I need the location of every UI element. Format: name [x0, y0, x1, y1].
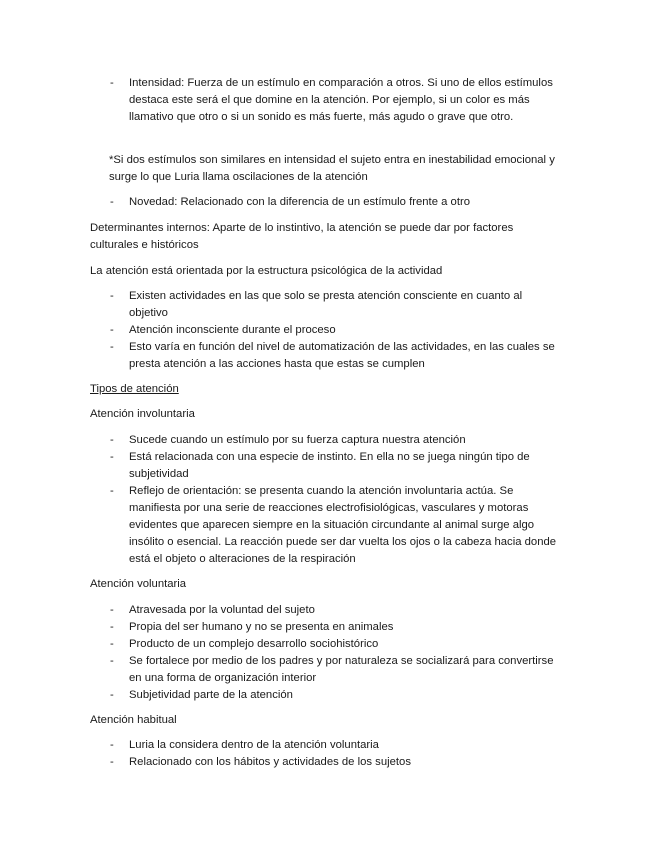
activity-list — [90, 288, 562, 373]
orientation-paragraph: La atención está orientada por la estructura psicológica de la actividad — [90, 265, 443, 277]
list-item: - Relacionado con los hábitos y actividades de los sujetos — [90, 754, 562, 771]
instability-note: *Si dos estímulos son similares en intensidad el sujeto entra en inestabilidad emocional y surge lo que Luria llama oscilaciones de la atención — [109, 154, 555, 183]
list-item: - Está relacionada con una especie de instinto. En ella no se juega ningún tipo de subjetividad — [90, 449, 562, 483]
intensity-list — [90, 75, 562, 126]
heading-voluntary: Atención voluntaria — [90, 578, 187, 590]
list-item: - Producto de un complejo desarrollo sociohistórico — [90, 636, 562, 653]
list-item: - Subjetividad parte de la atención — [90, 687, 562, 704]
list-item: - Se fortalece por medio de los padres y por naturaleza se socializará para convertirse en una forma de organización interior — [90, 653, 562, 687]
internal-determinants-paragraph: Determinantes internos: Aparte de lo instintivo, la atención se puede dar por factores culturales e históricos — [90, 222, 514, 251]
list-item: - Reflejo de orientación: se presenta cuando la atención involuntaria actúa. Se manifiesta por una serie de reacciones electrofisiológicas, vasculares y motoras evidentes que aparecen siempre en la situación circundante al animal surge algo insólito o esencial. La reacción puede ser dar vuelta los ojos o la cabeza hacia donde está el objeto o alteraciones de la respiración — [90, 483, 562, 568]
list-item: - Existen actividades en las que solo se presta atención consciente en cuanto al objetivo — [90, 288, 562, 322]
heading-involuntary: Atención involuntaria — [90, 408, 195, 420]
list-item: - Atravesada por la voluntad del sujeto — [90, 602, 562, 619]
novelty-list — [90, 194, 562, 211]
list-item: - Intensidad: Fuerza de un estímulo en comparación a otros. Si uno de ellos estímulos destaca este será el que domine en la atención. Por ejemplo, si un color es más llamativo que otro o si un sonido es más fuerte, más agudo o grave que otro. — [90, 75, 562, 126]
involuntary-list — [90, 432, 562, 568]
list-item: - Atención inconsciente durante el proceso — [90, 322, 562, 339]
heading-habitual: Atención habitual — [90, 714, 177, 726]
habitual-list — [90, 737, 562, 771]
voluntary-list — [90, 602, 562, 704]
list-item: - Esto varía en función del nivel de automatización de las actividades, en las cuales se presta atención a las acciones hasta que estas se cumplen — [90, 339, 562, 373]
list-item: - Propia del ser humano y no se presenta en animales — [90, 619, 562, 636]
section-heading-tipos: Tipos de atención — [90, 383, 179, 395]
list-item: - Luria la considera dentro de la atención voluntaria — [90, 737, 562, 754]
list-item: - Novedad: Relacionado con la diferencia de un estímulo frente a otro — [90, 194, 562, 211]
list-item: - Sucede cuando un estímulo por su fuerza captura nuestra atención — [90, 432, 562, 449]
